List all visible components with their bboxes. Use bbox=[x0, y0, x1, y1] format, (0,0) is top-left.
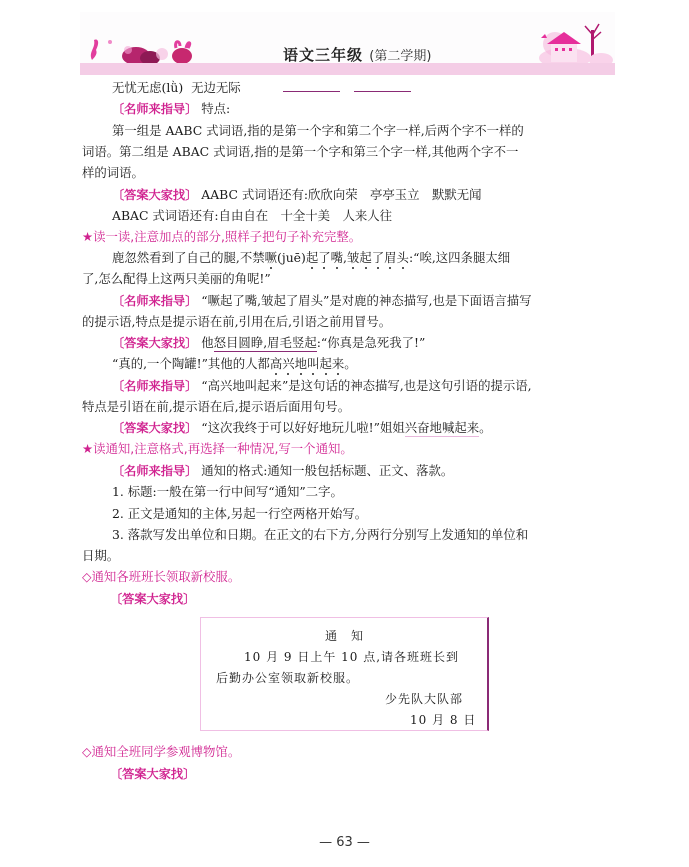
semester-subtitle: (第二学期) bbox=[369, 49, 432, 64]
example-word-2: 无边无际 bbox=[191, 80, 241, 95]
answer-2 bbox=[112, 335, 425, 351]
task-2: ◇通知全班同学参观博物馆。 bbox=[82, 744, 241, 759]
decorative-house-tree-icon bbox=[535, 22, 615, 67]
story-text: 。 bbox=[344, 356, 357, 371]
dotted-char: 嘴 bbox=[330, 250, 344, 265]
dotted-text bbox=[306, 250, 343, 265]
word-line bbox=[112, 80, 411, 96]
answer-tag: 〔答案大家找〕 bbox=[112, 421, 198, 435]
dotted-char: 叫 bbox=[307, 356, 320, 371]
guide-text: “高兴地叫起来”是这句话的神态描写,也是这句引语的提示语, bbox=[201, 378, 532, 393]
guide-2 bbox=[112, 293, 532, 309]
answer-3 bbox=[112, 420, 492, 436]
section-heading-notice: ★读通知,注意格式,再选择一种情况,写一个通知。 bbox=[82, 441, 353, 456]
answer-text: 他 bbox=[201, 335, 214, 350]
story-text: 鹿忽然看到了自己的腿,不禁 bbox=[112, 250, 265, 265]
answer-blank-2[interactable] bbox=[354, 81, 411, 92]
example-word-1: 无忧无虑(lǜ) bbox=[112, 80, 184, 95]
dotted-char: 起 bbox=[359, 250, 372, 265]
dotted-char: 眉 bbox=[384, 250, 397, 265]
answer-text: :“你真是急死我了!” bbox=[316, 335, 426, 350]
story-text: :“唉,这四条腿太细 bbox=[408, 250, 511, 265]
dotted-text bbox=[347, 250, 409, 265]
answer-text: AABC 式词语还有:欣欣向荣 亭亭玉立 默默无闻 bbox=[201, 187, 482, 202]
notice-title: 通 知 bbox=[325, 629, 365, 643]
notice-body: 后勤办公室领取新校服。 bbox=[216, 671, 360, 685]
story-line-2: 了,怎么配得上这两只美丽的角呢!” bbox=[82, 271, 271, 286]
guide-1 bbox=[112, 101, 230, 117]
story-text: “真的,一个陶罐!”其他的人都 bbox=[112, 356, 270, 371]
answer-blank-1[interactable] bbox=[283, 81, 340, 92]
guide-text: 通知的格式:通知一般包括标题、正文、落款。 bbox=[201, 463, 454, 478]
rule-item: 日期。 bbox=[82, 548, 120, 563]
notice-signer: 少先队大队部 bbox=[385, 692, 464, 706]
page-number: — 63 — bbox=[319, 835, 370, 850]
teacher-guide-tag: 〔名师来指导〕 bbox=[112, 379, 198, 393]
teacher-guide-tag: 〔名师来指导〕 bbox=[112, 464, 198, 478]
guide-4 bbox=[112, 463, 453, 479]
dotted-char: 头 bbox=[396, 250, 409, 265]
pinyin: (juē) bbox=[277, 250, 306, 265]
dotted-text bbox=[270, 356, 344, 371]
dotted-char: 地 bbox=[294, 356, 308, 371]
answer-1 bbox=[112, 187, 482, 203]
underlined-answer: 兴奋地喊起来 bbox=[404, 420, 480, 435]
paragraph-line: 词语。第二组是 ABAC 式词语,指的是第一个字和第三个字一样,其他两个字不一 bbox=[82, 144, 519, 159]
grade-title: 语文三年级 bbox=[283, 46, 364, 64]
rule-item: 2. 正文是通知的主体,另起一行空两格开始写。 bbox=[112, 506, 368, 521]
task-1: ◇通知各班班长领取新校服。 bbox=[82, 569, 241, 584]
dotted-char: 兴 bbox=[282, 356, 295, 371]
guide-text: 特点: bbox=[201, 101, 231, 116]
answer-tag: 〔答案大家找〕 bbox=[112, 188, 198, 202]
underlined-answer: 怒目圆睁,眉毛竖起 bbox=[213, 335, 317, 350]
guide-text: 特点是引语在前,提示语在后,提示语后面用句号。 bbox=[82, 399, 351, 414]
answer-tag: 〔答案大家找〕 bbox=[110, 767, 196, 781]
teacher-guide-tag: 〔名师来指导〕 bbox=[112, 102, 198, 116]
rule-item: 3. 落款写发出单位和日期。在正文的右下方,分两行分别写上发通知的单位和 bbox=[112, 527, 529, 542]
paragraph-line: 样的词语。 bbox=[82, 165, 144, 180]
story-line-1 bbox=[112, 250, 510, 266]
answer-tag: 〔答案大家找〕 bbox=[112, 336, 198, 350]
dotted-char: 来 bbox=[331, 356, 345, 371]
answer-text: 。 bbox=[479, 420, 492, 435]
guide-text: 的提示语,特点是提示语在前,引用在后,引语之前用冒号。 bbox=[82, 314, 392, 329]
dotted-char: 起 bbox=[319, 356, 332, 371]
decorative-flowers-left-icon bbox=[84, 30, 194, 65]
answer-tag: 〔答案大家找〕 bbox=[110, 592, 196, 606]
story-text: , bbox=[343, 250, 347, 265]
answer-text: “这次我终于可以好好地玩儿啦!”姐姐 bbox=[201, 420, 405, 435]
rule-item: 1. 标题:一般在第一行中间写“通知”二字。 bbox=[112, 484, 343, 499]
guide-3 bbox=[112, 378, 532, 394]
dotted-char: 了 bbox=[371, 250, 385, 265]
story-line-3 bbox=[112, 356, 357, 372]
guide-text: “噘起了嘴,皱起了眉头”是对鹿的神态描写,也是下面语言描写 bbox=[201, 293, 532, 308]
dotted-char: 皱 bbox=[346, 250, 360, 265]
book-title bbox=[283, 44, 431, 65]
teacher-guide-tag: 〔名师来指导〕 bbox=[112, 294, 198, 308]
dotted-text: 噘 bbox=[264, 250, 278, 265]
dotted-char: 起 bbox=[305, 250, 319, 265]
paragraph-line: 第一组是 AABC 式词语,指的是第一个字和第二个字一样,后两个字不一样的 bbox=[112, 123, 524, 138]
dotted-char: 高 bbox=[269, 356, 283, 371]
notice-date: 10 月 8 日 bbox=[410, 713, 477, 727]
answer-text: ABAC 式词语还有:自由自在 十全十美 人来人往 bbox=[112, 208, 393, 223]
notice-body: 10 月 9 日上午 10 点,请各班班长到 bbox=[244, 650, 460, 664]
dotted-char: 了 bbox=[318, 250, 331, 265]
section-heading-read: ★读一读,注意加点的部分,照样子把句子补充完整。 bbox=[82, 229, 362, 244]
